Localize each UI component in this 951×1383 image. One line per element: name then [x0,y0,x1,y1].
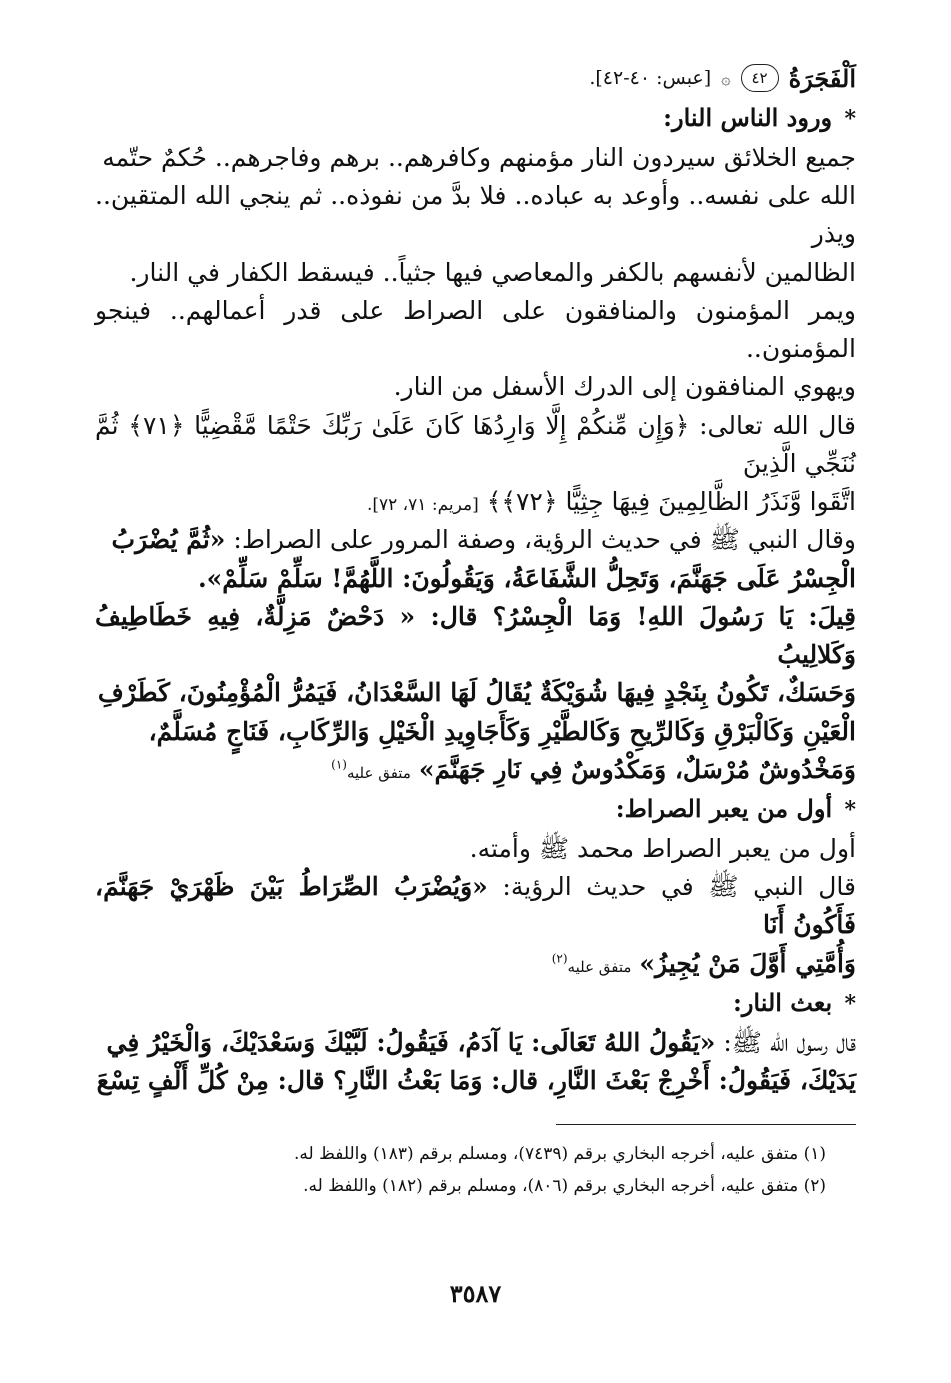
quran-text: ﴿وَإِن مِّنكُمْ إِلَّا وَارِدُهَا كَانَ عَلَىٰ رَبِّكَ حَتْمًا مَّقْضِيًّا ﴿٧١﴾ ثُمَّ نُنَجِّي الَّذِينَ [95,410,856,478]
hadith-text: «ثُمَّ يُضْرَبُ [111,525,226,555]
heading-text: أول من يعبر الصراط: [615,794,833,824]
section-heading-warud [95,98,856,139]
quran-verse-line [95,407,856,484]
hadith-line [95,868,856,945]
hadith-line [95,1024,856,1062]
hadith-line [95,751,856,789]
paragraph-line: جميع الخلائق سيردون النار مؤمنهم وكافرهم.. برهم وفاجرهم.. حُكمٌ حتّمه [102,142,856,172]
agreed-note: متفق عليه [567,957,632,976]
footnote: (٢) متفق عليه، أخرجه البخاري برقم (٨٠٦)، ومسلم برقم (١٨٢) واللفظ له. [303,1175,826,1196]
footnote-marker: (١) [331,757,347,772]
hadith-text: وَأُمَّتِي أَوَّلَ مَنْ يُجِيزُ» [639,948,856,978]
running-header [95,58,856,98]
header-reference: [عبس: ٤٠-٤٢]. [589,67,712,89]
paragraph-line: الظالمين لأنفسهم بالكفر والمعاصي فيها جثياً.. فيسقط الكفار في النار. [129,257,856,287]
ayah-number-badge: ٤٢ [741,64,779,92]
hadith-line [95,945,856,983]
quran-text: اتَّقَوا وَّنَذَرُ الظَّالِمِينَ فِيهَا جِثِيًّا ﴿٧٢﴾﴾ [486,487,856,517]
section-heading-baath [95,983,856,1024]
header-title: اَلْفَجَرَةُ [788,63,856,93]
hadith-intro: قال رسول الله ﷺ: [723,1027,856,1057]
hadith-intro: وقال النبي ﷺ في حديث الرؤية، وصفة المرور على الصراط: [233,525,856,555]
paragraph-line: أول من يعبر الصراط محمد ﷺ وأمته. [469,833,856,863]
heading-text: ورود الناس النار: [663,103,833,132]
hadith-text: وَمَخْدُوشٌ مُرْسَلٌ، وَمَكْدُوسٌ فِي نَارِ جَهَنَّمَ» [418,754,856,784]
star-icon: * [844,990,856,1017]
hadith-text: «وَيُضْرَبُ الصِّرَاطُ بَيْنَ ظَهْرَيْ جَهَنَّمَ، فَأَكُونُ أَنَا [95,872,856,940]
hadith-line: الْجِسْرُ عَلَى جَهَنَّمَ، وَتَحِلُّ الشَّفَاعَةُ، وَيَقُولُونَ: اللَّهُمَّ! سَلِّمْ سَلِّمْ». [197,563,856,593]
page-number: ٣٥٨٧ [449,1279,502,1308]
paragraph-line: ويمر المؤمنون والمنافقون على الصراط على قدر أعمالهم.. فينجو المؤمنون.. [95,295,856,364]
quran-reference: [مريم: ٧١، ٧٢]. [366,495,479,516]
heading-text: بعث النار: [732,987,833,1017]
hadith-text: «يَقُولُ اللهُ تَعَالَى: يَا آدَمُ، فَيَقُولُ: لَبَّيْكَ وَسَعْدَيْكَ، وَالْخَيْرُ فِي [106,1027,716,1057]
hadith-line [95,521,856,559]
star-icon: * [844,106,856,132]
footnote-marker: (٢) [551,951,568,966]
hadith-intro: قال النبي ﷺ في حديث الرؤية: [502,872,856,902]
footnote-divider [556,1124,856,1125]
agreed-note: متفق عليه [346,763,411,782]
quran-intro: قال الله تعالى: [699,410,856,440]
flower-ornament-icon: ۞ [721,68,731,88]
quran-verse-line [95,483,856,521]
section-heading-awwal [95,789,856,830]
paragraph-line: ويهوي المنافقون إلى الدرك الأسفل من النار. [393,372,856,402]
footnote: (١) متفق عليه، أخرجه البخاري برقم (٧٤٣٩)، ومسلم برقم (١٨٣) واللفظ له. [294,1144,826,1165]
hadith-line: الْعَيْنِ وَكَالْبَرْقِ وَكَالرِّيحِ وَكَالطَّيْرِ وَكَأَجَاوِيدِ الْخَيْلِ وَالرِّكَابِ، فَنَاجٍ مُسَلَّمٌ، [148,716,856,746]
hadith-line: قِيلَ: يَا رَسُولَ اللهِ! وَمَا الْجِسْرُ؟ قال: « دَحْضٌ مَزِلَّةٌ، فِيهِ خَطَاطِيفُ وَكَلالِيبُ [95,601,856,670]
hadith-line: يَدَيْكَ، فَيَقُولُ: أَخْرِجْ بَعْثَ النَّارِ، قال: وَمَا بَعْثُ النَّارِ؟ قال: مِنْ كُلِّ أَلْفٍ تِسْعَ [96,1065,856,1095]
star-icon: * [844,797,856,824]
paragraph-line: الله على نفسه.. وأوعد به عباده.. فلا بدَّ من نفوذه.. ثم ينجي الله المتقين.. ويذر [95,181,856,249]
hadith-line: وَحَسَكٌ، تَكُونُ بِنَجْدٍ فِيهَا شُوَيْكَةٌ يُقَالُ لَهَا السَّعْدَانُ، فَيَمُرُّ الْمُؤْمِنُونَ، كَطَرْفِ [97,678,856,708]
